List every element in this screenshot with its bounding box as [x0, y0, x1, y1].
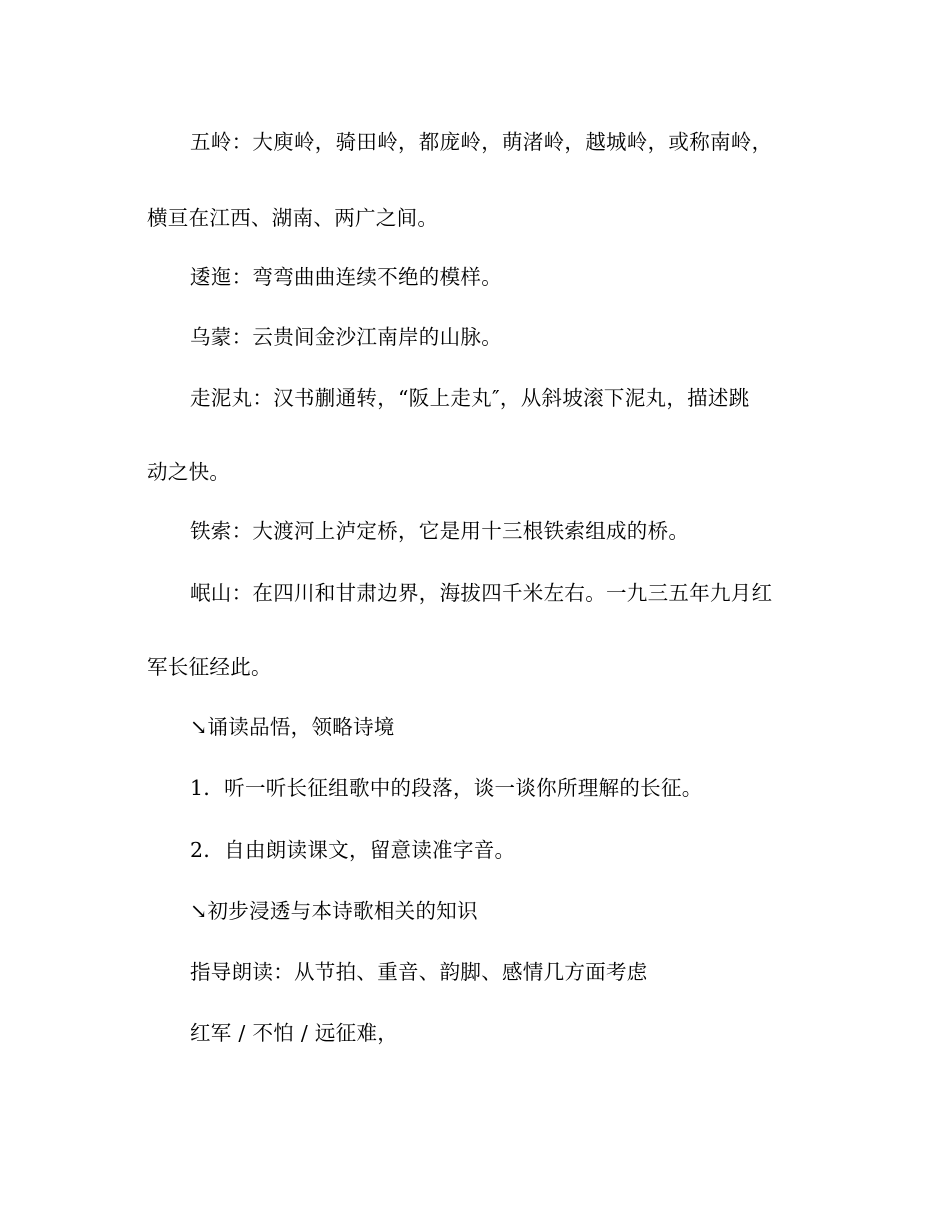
note-weiyi: 逶迤：弯弯曲曲连续不绝的模样。 [190, 265, 502, 289]
section-heading-knowledge: ↘初步浸透与本诗歌相关的知识 [190, 899, 478, 923]
note-wuling: 五岭：大庾岭，骑田岭，都庞岭，萌渚岭，越城岭，或称南岭， [190, 130, 773, 154]
note-zouniwan: 走泥丸：汉书蒯通转，“阪上走丸″，从斜坡滚下泥丸，描述跳 [190, 386, 750, 410]
note-tiesuo: 铁索：大渡河上泸定桥，它是用十三根铁索组成的桥。 [190, 519, 690, 543]
note-wumeng: 乌蒙：云贵间金沙江南岸的山脉。 [190, 325, 502, 349]
section-heading-recite: ↘诵读品悟，领略诗境 [190, 715, 395, 739]
task-item-2: 2．自由朗读课文，留意读准字音。 [190, 838, 516, 862]
reading-guidance: 指导朗读：从节拍、重音、韵脚、感情几方面考虑 [190, 960, 648, 984]
note-wuling-continued: 横亘在江西、湖南、两广之间。 [147, 206, 439, 230]
note-minshan: 岷山：在四川和甘肃边界，海拔四千米左右。一九三五年九月红 [190, 581, 773, 605]
poem-line-1: 红军 / 不怕 / 远征难， [190, 1021, 399, 1045]
note-zouniwan-continued: 动之快。 [147, 460, 231, 484]
task-item-1: 1．听一听长征组歌中的段落，谈一谈你所理解的长征。 [190, 776, 703, 800]
note-minshan-continued: 军长征经此。 [147, 655, 272, 679]
